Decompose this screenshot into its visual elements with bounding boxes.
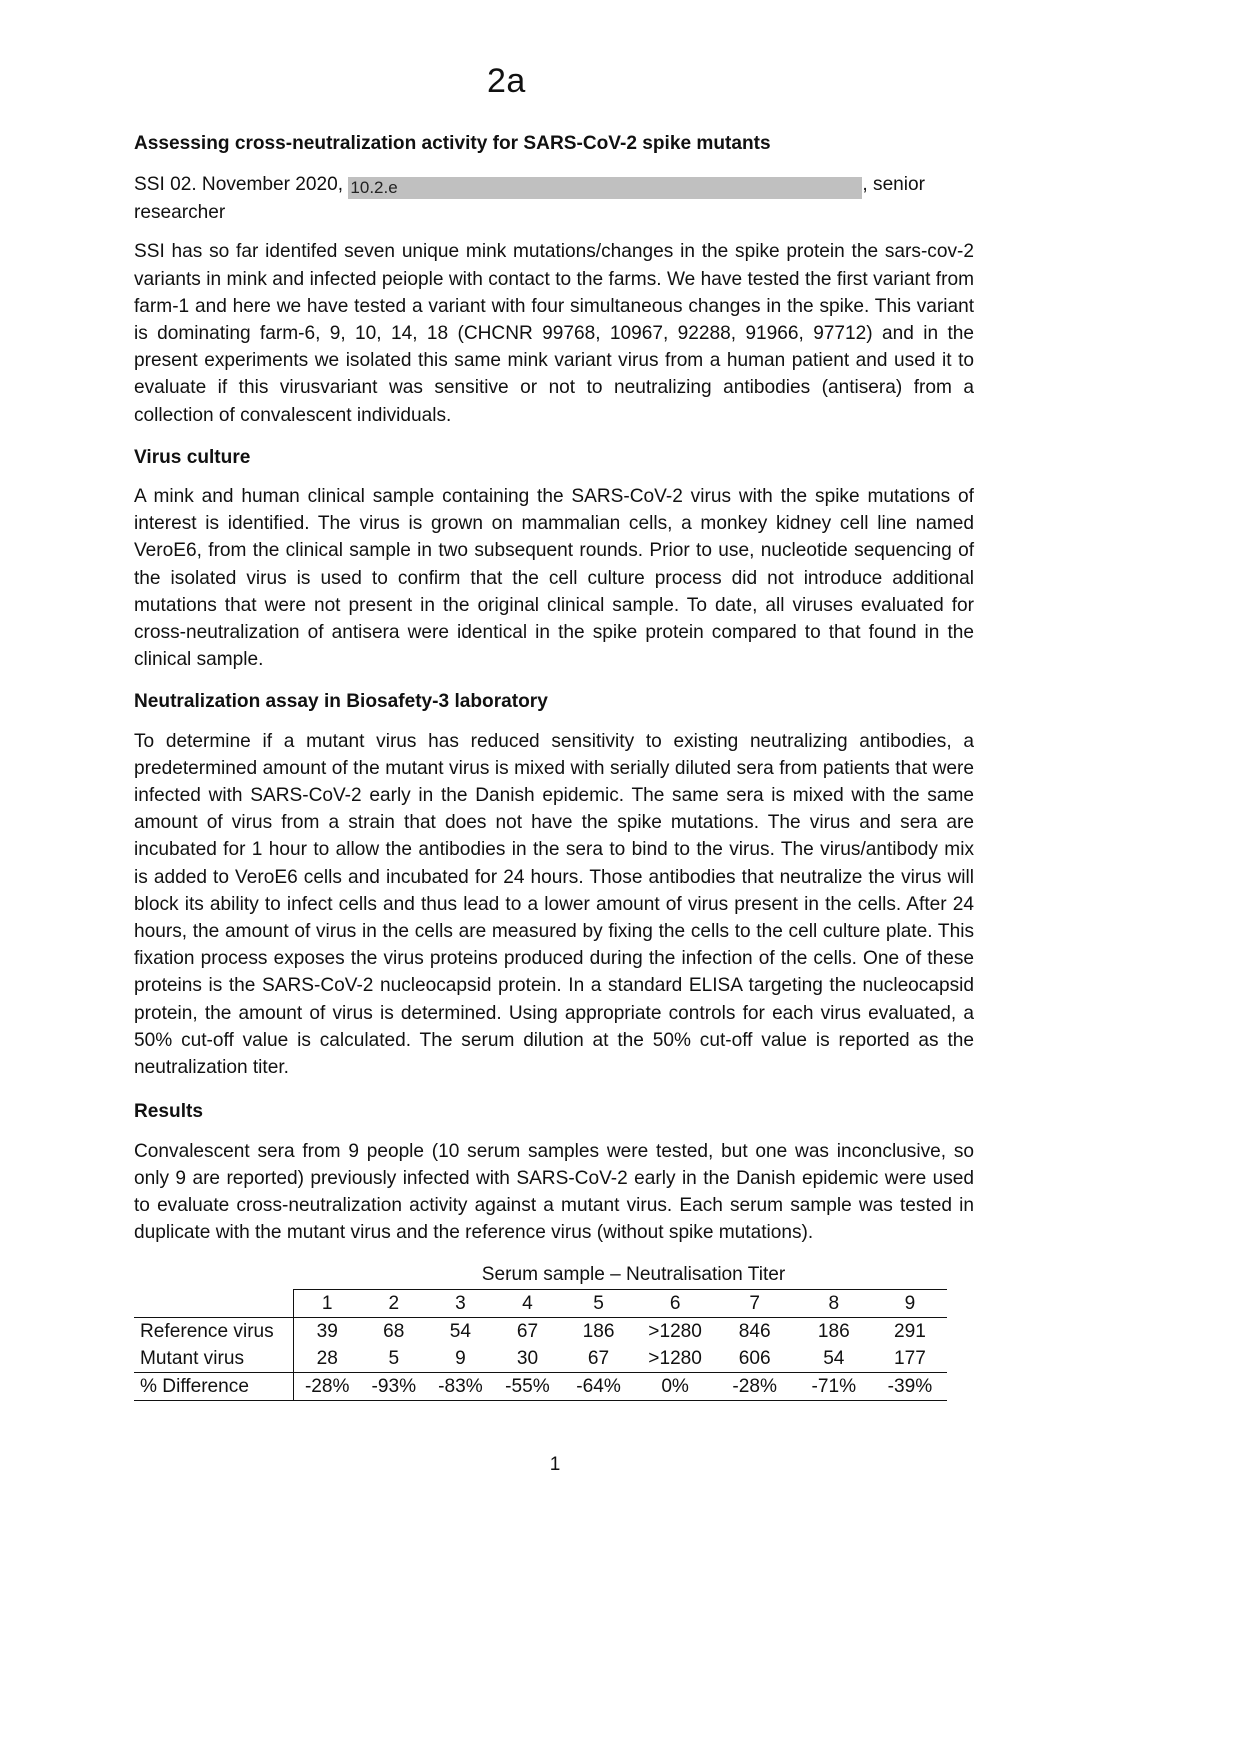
column-header: 8 <box>795 1290 873 1318</box>
table-cell: -28% <box>294 1373 361 1401</box>
table-corner-cell <box>134 1290 294 1318</box>
row-label: % Difference <box>134 1373 294 1401</box>
table-cell: 186 <box>582 1321 615 1343</box>
table-row-mutant <box>134 1345 947 1373</box>
column-header: 5 <box>562 1290 636 1318</box>
table-cell: -28% <box>715 1373 795 1401</box>
table-cell: 177 <box>894 1348 926 1370</box>
table-cell: 846 <box>738 1321 771 1343</box>
byline-prefix: SSI 02. November 2020, <box>134 174 349 196</box>
byline-role: researcher <box>134 202 226 224</box>
titer-table-block <box>134 1261 974 1401</box>
table-caption: Serum sample – Neutralisation Titer <box>481 1264 786 1286</box>
neutralization-paragraph: To determine if a mutant virus has reduced sensitivity to existing neutralizing antibodies, a predetermined amount of the mutant virus is mixed with serially diluted sera from patients that were infected with SARS-CoV-2 early in the Danish epidemic. The same sera is mixed with the same amount of virus from a strain that does not have the spike mutations. The virus and sera are incubated for 1 hour to allow the antibodies in the sera to bind to the virus. The virus/antibody mix is added to VeroE6 cells and incubated for 24 hours. Those antibodies that neutralize the virus will block its ability to infect cells and thus lead to a lower amount of virus present in the cells. After 24 hours, the amount of virus in the cells are measured by fixing the cells to the cell culture plate. This fixation process exposes the virus proteins produced during the infection of the cells. One of these proteins is the SARS-CoV-2 nucleocapsid protein. In a standard ELISA targeting the nucleocapsid protein, the amount of virus is determined. Using appropriate controls for each virus evaluated, a 50% cut-off value is calculated. The serum dilution at the 50% cut-off value is reported as the neutralization titer. <box>134 730 974 1079</box>
table-cell: 9 <box>455 1348 466 1370</box>
table-cell: 67 <box>516 1321 539 1343</box>
table-cell: 186 <box>817 1321 850 1343</box>
table-cell: 606 <box>738 1348 771 1370</box>
table-cell: -64% <box>562 1373 636 1401</box>
column-header: 9 <box>873 1290 947 1318</box>
results-paragraph: Convalescent sera from 9 people (10 serum samples were tested, but one was inconclusive, so only 9 are reported) previously infected with SARS-CoV-2 early in the Danish epidemic were used to evaluate cross-neutralization activity against a mutant virus. Each serum sample was tested in duplicate with the mutant virus and the reference virus (without spike mutations). <box>134 1140 974 1244</box>
document-body <box>134 130 974 1401</box>
section-heading-neutralization: Neutralization assay in Biosafety-3 laboratory <box>134 691 548 713</box>
table-cell: -39% <box>873 1373 947 1401</box>
table-cell: -93% <box>360 1373 427 1401</box>
table-cell: -83% <box>427 1373 493 1401</box>
table-cell: 28 <box>316 1348 338 1370</box>
table-cell: 0% <box>636 1373 715 1401</box>
row-label: Reference virus <box>134 1318 294 1346</box>
column-header: 4 <box>493 1290 561 1318</box>
titer-table <box>134 1289 947 1401</box>
byline-suffix: , senior <box>862 174 926 196</box>
virus-culture-paragraph: A mink and human clinical sample containing the SARS-CoV-2 virus with the spike mutations of interest is identified. The virus is grown on mammalian cells, a monkey kidney cell line named VeroE6, from the clinical sample in two subsequent rounds. Prior to use, nucleotide sequencing of the isolated virus is used to confirm that the cell culture process did not introduce additional mutations that were not present in the original clinical sample. To date, all viruses evaluated for cross-neutralization of antisera were identical in the spike protein compared to that found in the clinical sample. <box>134 486 974 671</box>
intro-paragraph: SSI has so far identifed seven unique mink mutations/changes in the spike protein the sars-cov-2 variants in mink and infected peiople with contact to the farms. We have tested the first variant from farm-1 and here we have tested a variant with four simultaneous changes in the spike. This variant is dominating farm-6, 9, 10, 14, 18 (CHCNR 99768, 10967, 92288, 91966, 97712) and in the present experiments we isolated this same mink variant virus from a human patient and used it to evaluate if this virusvariant was sensitive or not to neutralizing antibodies (antisera) from a collection of convalescent individuals. <box>134 241 974 426</box>
page-number: 1 <box>549 1454 561 1475</box>
row-label: Mutant virus <box>134 1345 294 1373</box>
table-cell: >1280 <box>648 1348 702 1370</box>
table-cell: 68 <box>383 1321 405 1343</box>
table-cell: 54 <box>449 1321 471 1343</box>
section-heading-results: Results <box>134 1101 203 1123</box>
table-cell: -55% <box>493 1373 561 1401</box>
table-cell: 291 <box>894 1321 926 1343</box>
column-header: 2 <box>360 1290 427 1318</box>
document-title: Assessing cross-neutralization activity for SARS-CoV-2 spike mutants <box>134 133 771 154</box>
table-cell: 5 <box>388 1348 400 1370</box>
table-cell: 30 <box>516 1348 539 1370</box>
table-cell: 54 <box>823 1348 845 1370</box>
table-cell: -71% <box>795 1373 873 1401</box>
byline <box>134 171 974 226</box>
document-stamp-label: 2a <box>487 62 526 100</box>
table-header-row <box>134 1290 947 1318</box>
table-cell: 67 <box>587 1348 610 1370</box>
section-heading-virus-culture: Virus culture <box>134 446 251 468</box>
redaction-box: 10.2.e <box>348 177 862 199</box>
table-row-difference <box>134 1373 947 1401</box>
table-cell: >1280 <box>648 1321 702 1343</box>
column-header: 3 <box>427 1290 493 1318</box>
column-header: 7 <box>715 1290 795 1318</box>
column-header: 6 <box>636 1290 715 1318</box>
column-header: 1 <box>294 1290 361 1318</box>
table-row-reference <box>134 1318 947 1346</box>
table-cell: 39 <box>316 1321 338 1343</box>
